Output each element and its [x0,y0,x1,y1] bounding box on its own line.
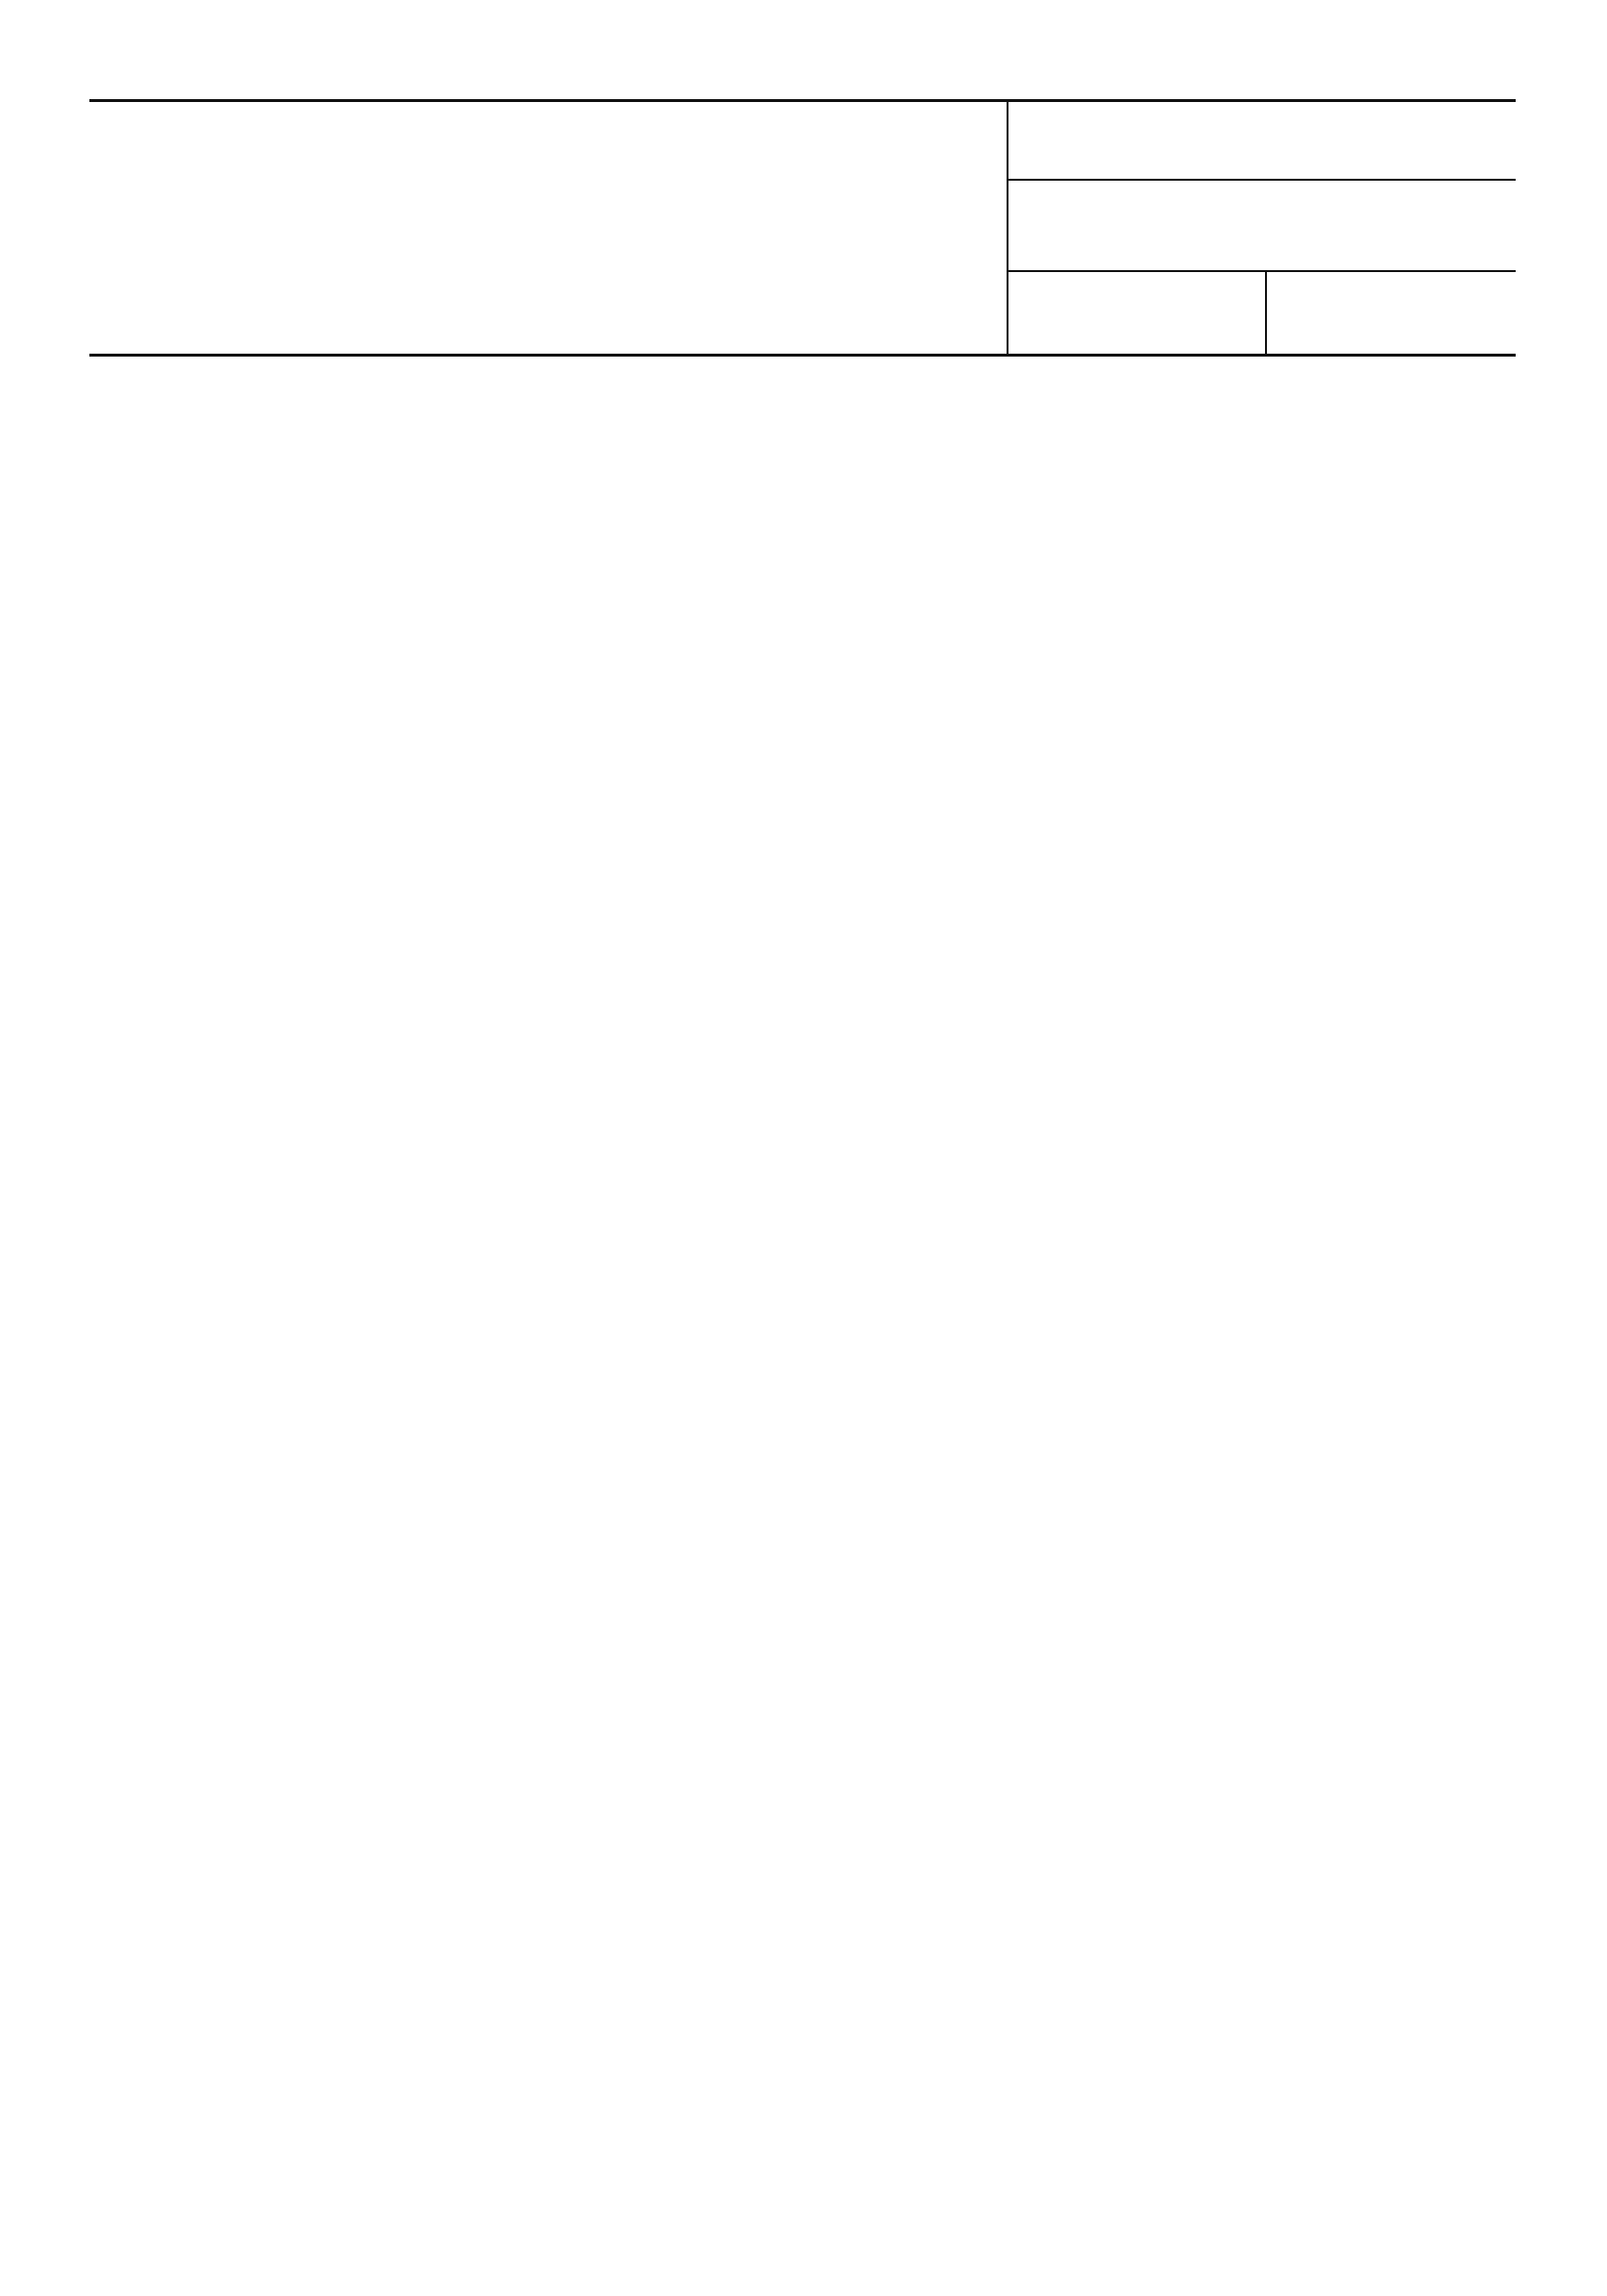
header-divider [1007,101,1009,354]
header-rule-1 [1009,179,1516,181]
header-rule-2 [1009,270,1516,272]
header-top-rule [89,99,1516,102]
header-bottom-rule [89,354,1516,357]
header-card-divider [1265,272,1267,354]
